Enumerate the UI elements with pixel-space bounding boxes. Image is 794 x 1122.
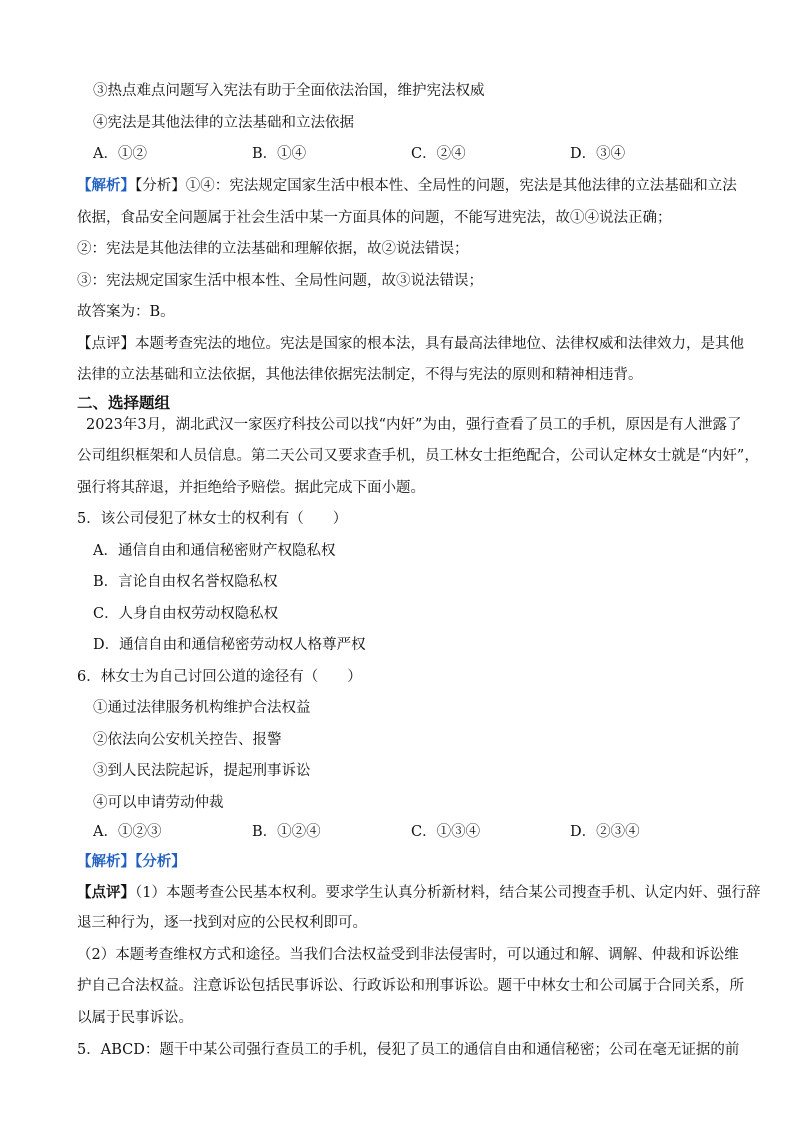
option-d: D．③④: [570, 146, 626, 162]
option-item-3: ③热点难点问题写入宪法有助于全面依法治国，维护宪法权威: [93, 83, 485, 99]
q6-option-c: C．①③④: [411, 824, 481, 840]
q5-option-a: A．通信自由和通信秘密财产权隐私权: [93, 543, 336, 559]
analysis-line-5: 故答案为：B。: [77, 304, 175, 320]
material-line-2: 公司组织框架和人员信息。第二天公司又要求查手机，员工林女士拒绝配合，公司认定林女士就是“内奸”，: [77, 448, 759, 464]
comment-line-1: 【点评】本题考查宪法的地位。宪法是国家的根本法，具有最高法律地位、法律权威和法律效力，是其他: [77, 336, 744, 352]
question-5-stem: 5．该公司侵犯了林女士的权利有（ ）: [77, 511, 348, 527]
answer-comment-tag: 【点评】: [77, 884, 135, 901]
option-a: A．①②: [93, 146, 147, 162]
answer-comment-4: 护自己合法权益。注意诉讼包括民事诉讼、行政诉讼和刑事诉讼。题干中林女士和公司属于合同关系，所: [77, 978, 744, 994]
q5-option-b: B．言论自由权名誉权隐私权: [93, 574, 278, 590]
comment-line-2: 法律的立法基础和立法依据，其他法律依据宪法制定，不得与宪法的原则和精神相违背。: [77, 367, 643, 383]
option-item-4: ④宪法是其他法律的立法基础和立法依据: [93, 115, 354, 131]
answer-5-explanation: 5．ABCD：题干中某公司强行查员工的手机，侵犯了员工的通信自由和通信秘密；公司在毫无证据的前: [77, 1042, 740, 1058]
analysis-line-4: ③：宪法规定国家生活中根本性、全局性问题，故③说法错误；: [77, 273, 483, 289]
section-title: 二、选择题组: [77, 394, 171, 412]
q6-option-a: A．①②③: [93, 824, 162, 840]
option-c: C．②④: [411, 146, 466, 162]
answer-comment-2: 退三种行为，逐一找到对应的公民权利即可。: [77, 915, 367, 931]
q6-option-d: D．②③④: [570, 824, 640, 840]
answer-tags: 【解析】【分析】: [77, 853, 186, 870]
answer-comment-5: 以属于民事诉讼。: [77, 1010, 193, 1026]
analysis-line-1: 【解析】【分析】①④：宪法规定国家生活中根本性、全局性的问题，宪法是其他法律的立法基础和立法: [77, 177, 737, 194]
answer-comment-1: 【点评】（1）本题考查公民基本权利。要求学生认真分析新材料，结合某公司搜查手机、认定内奸、强行辞: [77, 884, 761, 901]
q6-option-b: B．①②④: [252, 824, 321, 840]
q6-item-1: ①通过法律服务机构维护合法权益: [93, 700, 311, 716]
answer-options-q6: [93, 822, 729, 842]
analysis-line-2: 依据，食品安全问题属于社会生活中某一方面具体的问题，不能写进宪法，故①④说法正确；: [77, 210, 672, 226]
q5-option-d: D．通信自由和通信秘密劳动权人格尊严权: [93, 637, 366, 653]
q6-item-4: ④可以申请劳动仲裁: [93, 795, 224, 811]
analysis-line-3: ②：宪法是其他法律的立法基础和理解依据，故②说法错误；: [77, 241, 469, 257]
option-b: B．①④: [252, 146, 307, 162]
answer-options-prev: [93, 144, 729, 164]
q6-item-2: ②依法向公安机关控告、报警: [93, 732, 282, 748]
q6-item-3: ③到人民法院起诉，提起刑事诉讼: [93, 763, 311, 779]
material-line-3: 强行将其辞退，并拒绝给予赔偿。据此完成下面小题。: [77, 480, 425, 496]
comment-tag: 【点评】: [77, 336, 135, 352]
q5-option-c: C．人身自由权劳动权隐私权: [93, 606, 279, 622]
question-6-stem: 6．林女士为自己讨回公道的途径有（ ）: [77, 669, 362, 685]
analysis-tag: 【解析】: [77, 177, 135, 194]
material-line-1: 2023年3月，湖北武汉一家医疗科技公司以找“内奸”为由，强行查看了员工的手机，原因是有人泄露了: [86, 417, 742, 433]
answer-comment-3: （2）本题考查维权方式和途径。当我们合法权益受到非法侵害时，可以通过和解、调解、仲裁和诉讼维: [77, 947, 739, 963]
